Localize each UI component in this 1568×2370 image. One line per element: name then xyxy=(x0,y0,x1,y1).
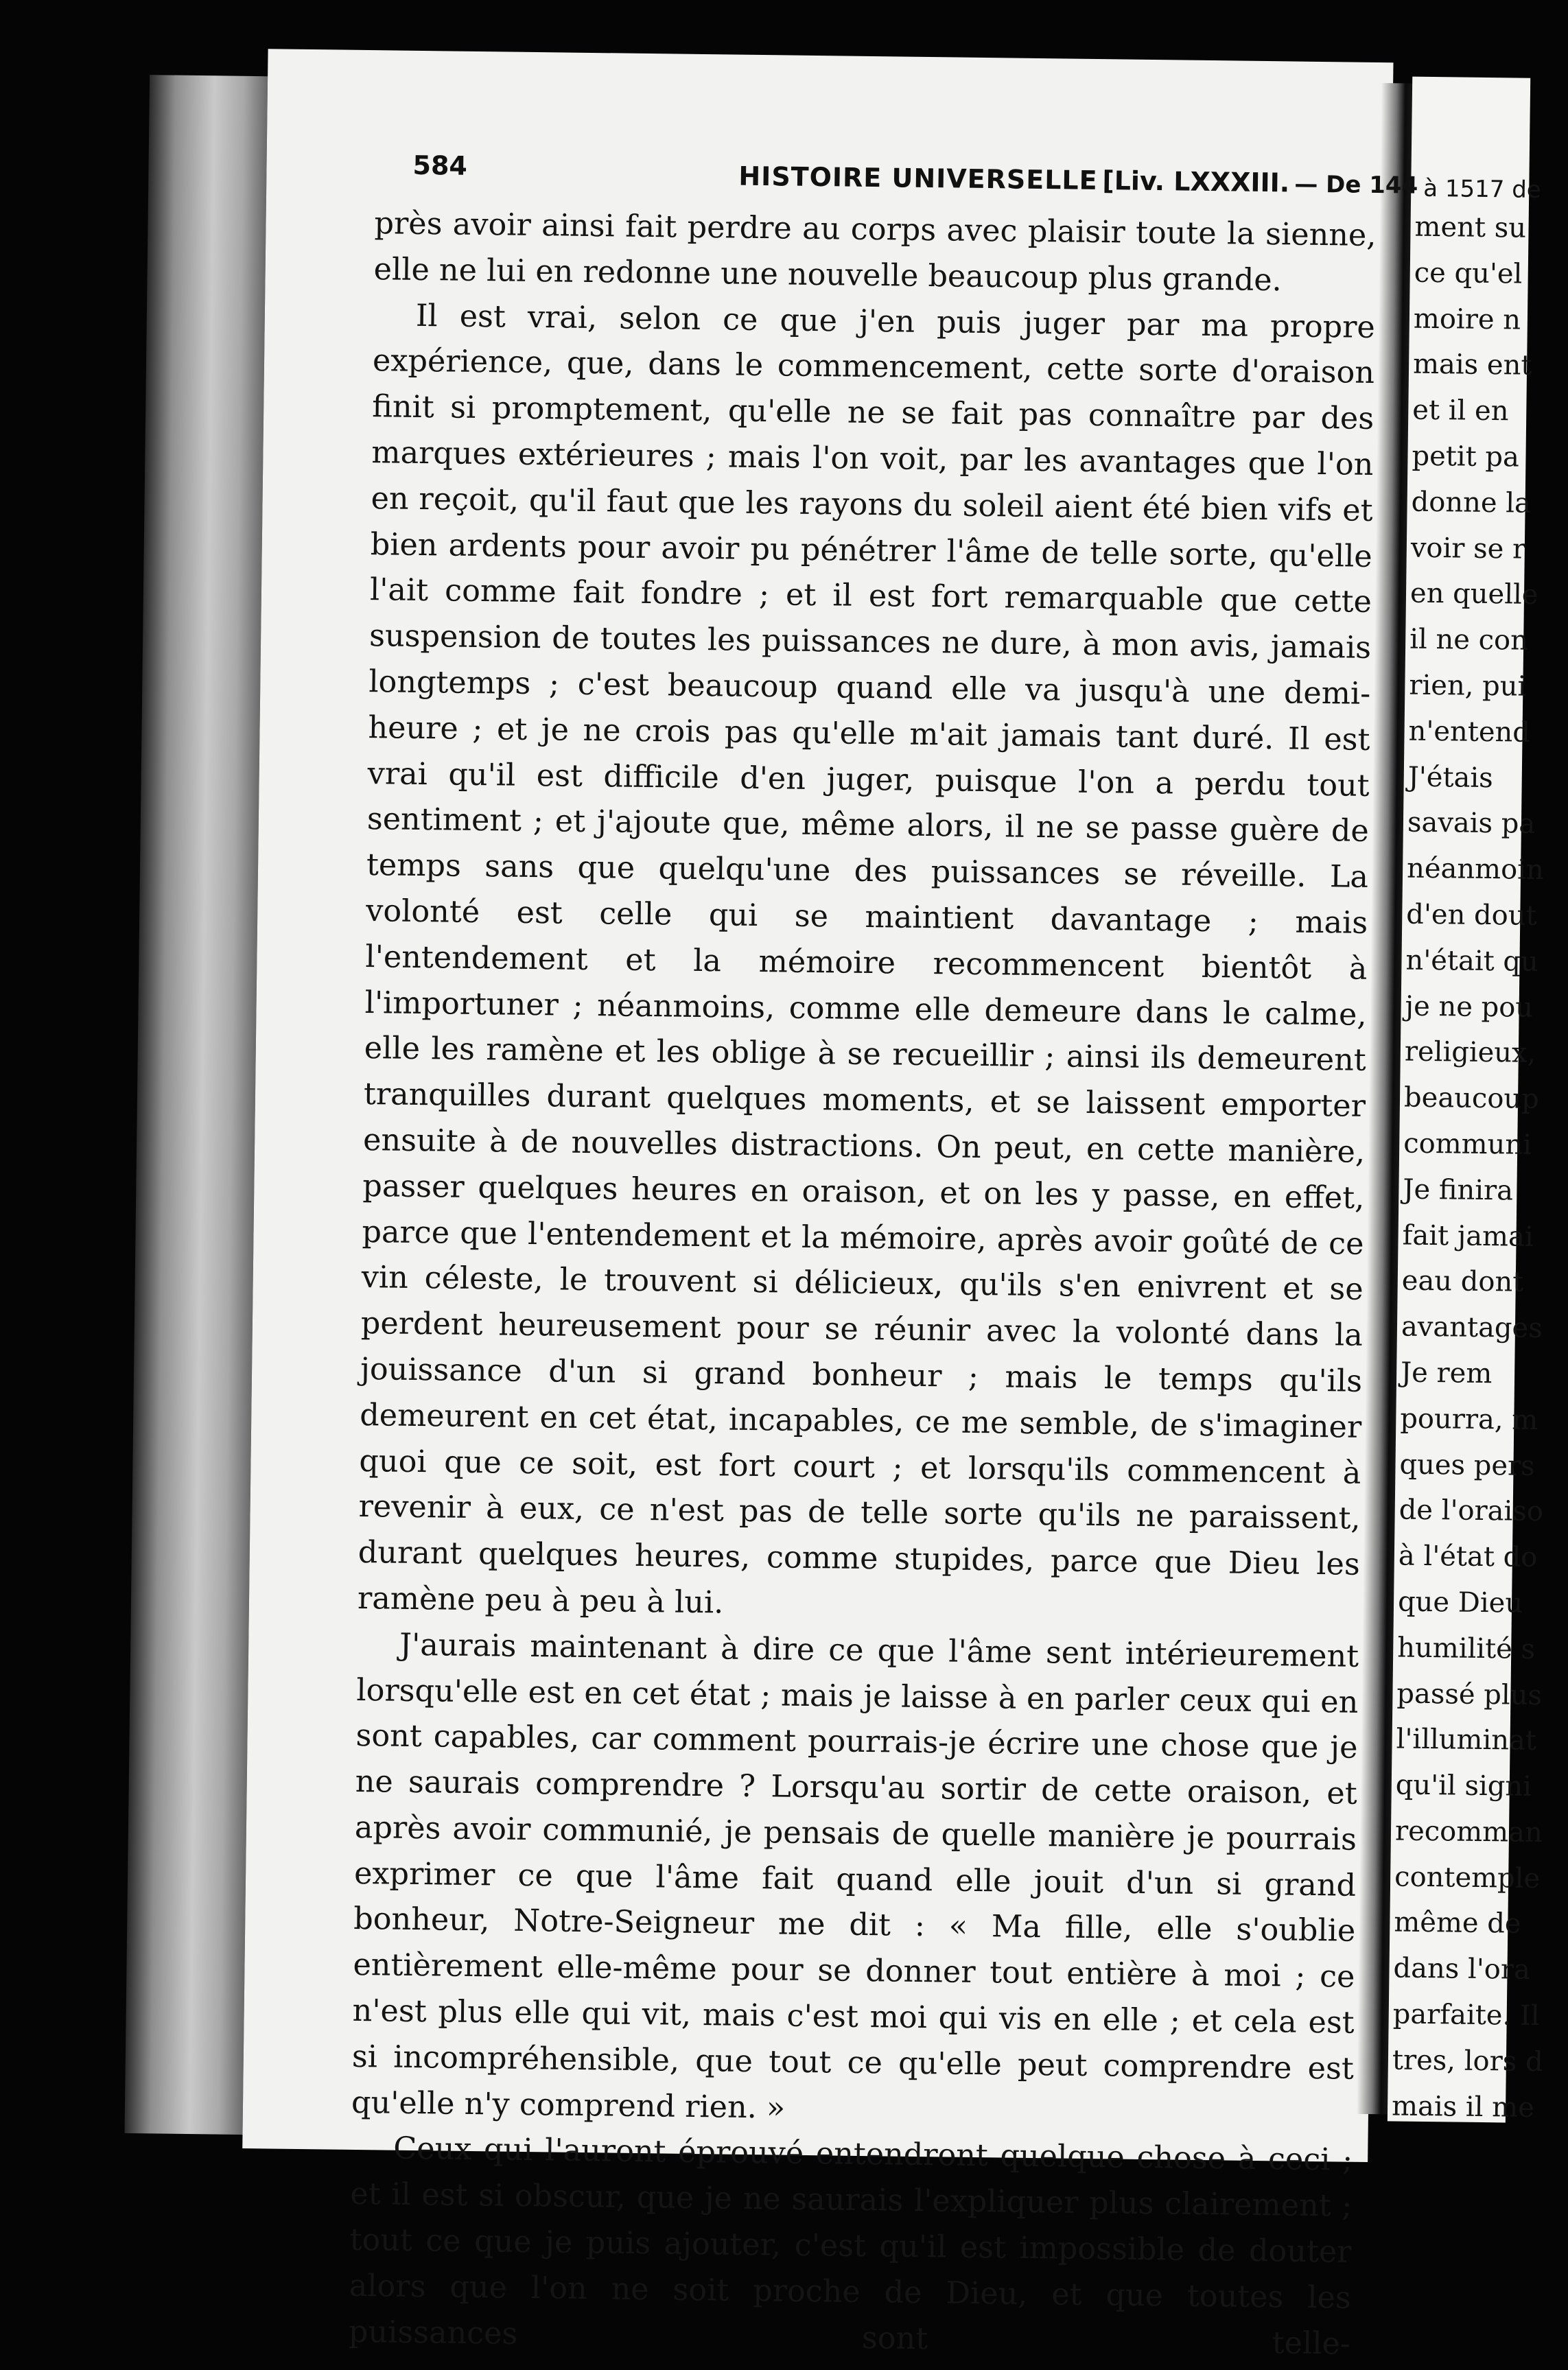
facing-page-line: ment su xyxy=(1414,211,1527,244)
facing-page-line: recomman xyxy=(1394,1815,1543,1849)
date-range: — De 144 xyxy=(1294,170,1418,200)
facing-page-line: moire n xyxy=(1413,303,1521,336)
paragraph: Il est vrai, selon ce que j'en puis juger par ma propre expérience, que, dans le commencement, cette sorte d'oraison finit si promptement, qu'elle ne se fait pas connaître par des marques extérieures ; mais l'on voit, par les avantages que l'on en reçoit, qu'il faut que les rayons du soleil aient été bien vifs et bien ardents pour avoir pu pénétrer l'âme de telle sorte, qu'elle l'ait comme fait fondre ; et il est fort remarquable que cette suspension de toutes les puissances ne dure, à mon avis, jamais longtemps ; c'est beaucoup quand elle va jusqu'à une demi-heure ; et je ne crois pas qu'elle m'ait jamais tant duré. Il est vrai qu'il est difficile d'en juger, puisque l'on a perdu tout sentiment ; et j'ajoute que, même alors, il ne se passe guère de temps sans que quelqu'une des puissances se réveille. La volonté est celle qui se maintient davantage ; mais l'entendement et la mémoire recommencent bientôt à l'importuner ; néanmoins, comme elle demeure dans le calme, elle les ramène et les oblige à se recueillir ; ainsi ils demeurent tranquilles durant quelques moments, et se laissent emporter ensuite à de nouvelles distractions. On peut, en cette manière, passer quelques heures en oraison, et on les y passe, en effet, parce que l'entendement et la mémoire, après avoir goûté de ce vin céleste, le trouvent si délicieux, qu'ils s'en enivrent et se perdent heureusement pour se réunir avec la volonté dans la jouissance d'un si grand bonheur ; mais le temps qu'ils demeurent en cet état, incapables, ce me semble, de s'imaginer quoi que ce soit, est fort court ; et lorsqu'ils commencent à revenir à eux, ce n'est pas de telle sorte qu'ils ne paraissent, durant quelques heures, comme stupides, parce que Dieu les ramène peu à peu à lui. xyxy=(357,298,1376,1621)
facing-page-line: en quelle xyxy=(1409,577,1538,611)
facing-page-line: et il en xyxy=(1412,394,1509,427)
facing-page-line: parfaite. Il xyxy=(1392,1998,1540,2032)
facing-page-line: voir se r xyxy=(1410,532,1526,565)
facing-page-line: dans l'ora xyxy=(1393,1952,1531,1986)
facing-page-line: à l'état do xyxy=(1398,1540,1538,1574)
paragraph: J'aurais maintenant à dire ce que l'âme sent intérieurement lorsqu'elle est en cet état ; mais je laisse à en parler ceux qui en sont capables, car comment pourrais-je écrire une chose que je ne saurais comprendre ? Lorsqu'au sortir de cette oraison, et après avoir communié, je pensais de quelle manière je pourrais exprimer ce que l'âme fait quand elle jouit d'un si grand bonheur, Notre-Seigneur me dit : « Ma fille, elle s'oublie entièrement elle-même pour se donner tout entière à moi ; ce n'est plus elle qui vit, mais c'est moi qui vis en elle ; et cela est si incompréhensible, que tout ce qu'elle peut comprendre est qu'elle n'y comprend rien. » xyxy=(351,1627,1359,2126)
facing-page-line: religieux, xyxy=(1404,1035,1536,1070)
facing-page-line: l'illuminat xyxy=(1396,1723,1537,1757)
facing-page-line: ce qu'el xyxy=(1414,257,1523,290)
facing-page-line: néanmoin xyxy=(1406,852,1545,887)
facing-page-line: fait jamai xyxy=(1402,1219,1534,1253)
facing-page-line: ques pers xyxy=(1399,1448,1536,1482)
facing-page-line: Je finira xyxy=(1403,1173,1514,1207)
facing-page-line: beaucoup xyxy=(1403,1081,1540,1116)
body-text xyxy=(349,201,1377,2367)
running-title: HISTOIRE UNIVERSELLE xyxy=(738,161,1098,196)
paragraph: près avoir ainsi fait perdre au corps avec plaisir toute la sienne, elle ne lui en redonne une nouvelle beaucoup plus grande. xyxy=(373,206,1377,298)
facing-page-line: mais il me xyxy=(1391,2090,1535,2124)
facing-page-line: J'étais xyxy=(1407,761,1494,794)
book-reference: [Liv. LXXXIII. xyxy=(1102,165,1290,198)
facing-page-line: de l'oraiso xyxy=(1399,1494,1544,1528)
facing-page-line: petit pa xyxy=(1412,440,1520,473)
paragraph: Ceux qui l'auront éprouvé entendront quelque chose à ceci ; et il est si obscur, que je ne saurais l'expliquer plus clairement ; tout ce que je puis ajouter, c'est qu'il est impossible de douter alors que l'on ne soit proche de Dieu, et que toutes les puissances sont telle- xyxy=(348,2131,1353,2362)
facing-page-line: eau dont xyxy=(1401,1265,1524,1299)
facing-page-line: savais pa xyxy=(1407,806,1536,841)
facing-page-line: humilité s xyxy=(1397,1632,1536,1665)
facing-page-line: il ne con xyxy=(1409,623,1529,657)
facing-page-line: même de xyxy=(1394,1906,1521,1940)
facing-page-column xyxy=(1391,174,1545,2131)
facing-page-line: contemple xyxy=(1394,1861,1541,1894)
facing-page-line: n'était qu xyxy=(1405,944,1539,978)
facing-page-line: tres, lors d xyxy=(1392,2044,1543,2078)
facing-page-line: avantages xyxy=(1401,1311,1543,1345)
facing-page-line: pourra, m xyxy=(1400,1403,1538,1436)
facing-page-line: Je rem xyxy=(1400,1357,1493,1390)
facing-page-line: passé plus xyxy=(1396,1677,1543,1711)
facing-page-header: à 1517 de xyxy=(1423,174,1541,204)
facing-page-line: communi xyxy=(1403,1127,1532,1161)
facing-page-line: qu'il signi xyxy=(1395,1769,1532,1803)
facing-page-line: d'en dout xyxy=(1406,898,1537,932)
facing-page-line: rien, pui xyxy=(1409,669,1527,703)
facing-page-line: donne la xyxy=(1411,486,1532,519)
facing-page-line: que Dieu xyxy=(1397,1586,1523,1619)
facing-page-line: n'entend xyxy=(1408,715,1531,749)
facing-page-line: je ne pou xyxy=(1405,990,1534,1024)
page-number: 584 xyxy=(412,150,468,181)
facing-page-line: mais ent xyxy=(1412,349,1532,382)
